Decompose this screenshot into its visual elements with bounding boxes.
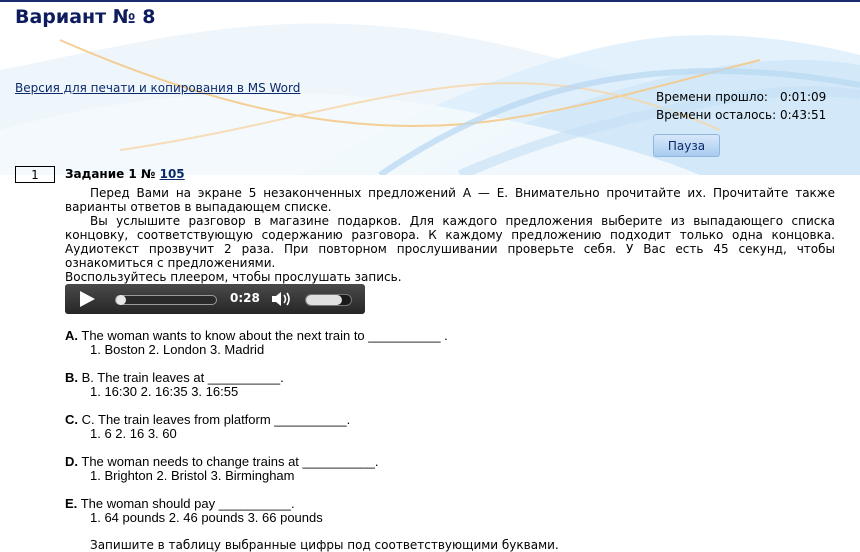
- print-version-link[interactable]: Версия для печати и копирования в MS Word: [15, 81, 301, 95]
- question-options: 1. 64 pounds 2. 46 pounds 3. 66 pounds: [90, 510, 323, 525]
- question-text: The woman wants to know about the next train to __________ .: [81, 328, 448, 343]
- elapsed-timer: [656, 90, 826, 104]
- question-text: The woman should pay __________.: [80, 496, 295, 511]
- volume-fill: [306, 295, 342, 305]
- task-intro-1: Перед Вами на экране 5 незаконченных предложений А — Е. Внимательно прочитайте их. Прочитайте также варианты ответов в выпадающем списке.: [65, 186, 835, 214]
- question-letter: E.: [65, 496, 78, 511]
- task-intro-2: Вы услышите разговор в магазине подарков. Для каждого предложения выберите из выпадающего списка концовку, соответствующую содержанию разговора. К каждому предложению подходит только одна концовка. Аудиотекст прозвучит 2 раза. При повторном прослушивании проверьте себя. У Вас есть 45 секунд, чтобы ознакомиться с предложениями.: [65, 214, 835, 270]
- pause-button[interactable]: Пауза: [653, 134, 720, 157]
- player-time: 0:28: [230, 291, 260, 305]
- elapsed-value: 0:01:09: [780, 90, 827, 104]
- table-instruction: Запишите в таблицу выбранные цифры под соответствующими буквами.: [90, 538, 559, 552]
- task-number-link[interactable]: 105: [159, 167, 185, 181]
- volume-icon[interactable]: [270, 290, 294, 308]
- remaining-label: Времени осталось:: [656, 108, 777, 122]
- remaining-value: 0:43:51: [780, 108, 827, 122]
- question-text: C. The train leaves from platform __________.: [81, 412, 351, 427]
- question-letter: C.: [65, 412, 78, 427]
- task-number-box: 1: [15, 166, 55, 183]
- elapsed-label: Времени прошло:: [656, 90, 768, 104]
- question-b: [65, 370, 284, 399]
- question-d: [65, 454, 378, 483]
- question-letter: B.: [65, 370, 78, 385]
- task-heading: [65, 167, 185, 181]
- volume-slider[interactable]: [305, 294, 352, 306]
- question-options: 1. 6 2. 16 3. 60: [90, 426, 177, 441]
- question-letter: D.: [65, 454, 78, 469]
- player-hint: Воспользуйтесь плеером, чтобы прослушать запись.: [65, 270, 402, 284]
- question-options: 1. Brighton 2. Bristol 3. Birmingham: [90, 468, 295, 483]
- progress-bar[interactable]: [115, 295, 217, 305]
- question-e: [65, 496, 323, 525]
- question-options: 1. 16:30 2. 16:35 3. 16:55: [90, 384, 239, 399]
- question-text: The woman needs to change trains at __________.: [81, 454, 379, 469]
- question-a: [65, 328, 448, 357]
- task-heading-prefix: Задание 1 №: [65, 167, 156, 181]
- question-text: B. The train leaves at __________.: [81, 370, 284, 385]
- question-c: [65, 412, 350, 441]
- remaining-timer: [656, 108, 826, 122]
- play-icon[interactable]: [77, 290, 97, 308]
- page-title: Вариант № 8: [15, 6, 156, 28]
- audio-player: [65, 284, 365, 314]
- question-letter: A.: [65, 328, 78, 343]
- question-options: 1. Boston 2. London 3. Madrid: [90, 342, 265, 357]
- progress-handle[interactable]: [116, 295, 126, 305]
